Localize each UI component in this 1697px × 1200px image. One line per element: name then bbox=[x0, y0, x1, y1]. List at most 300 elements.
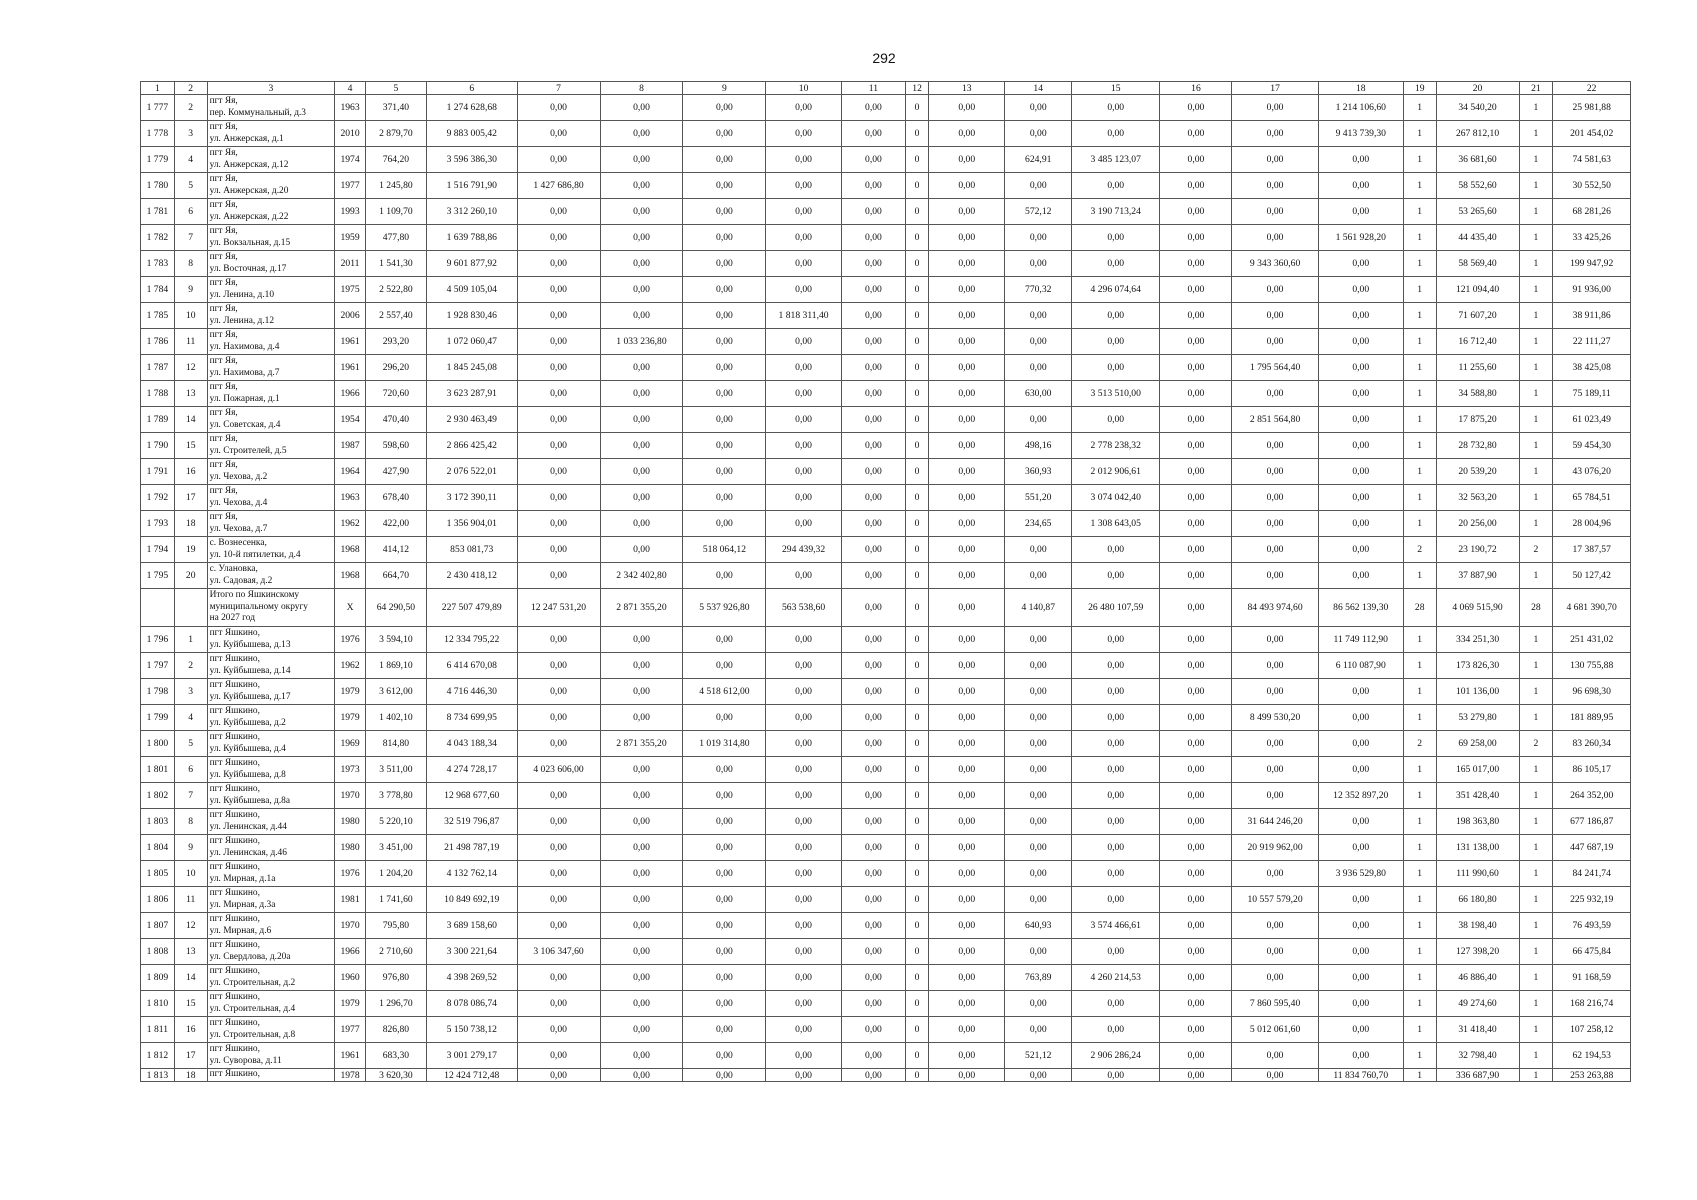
cell-col-14: 521,12 bbox=[1005, 1043, 1072, 1069]
address-line: ул. Чехова, д.7 bbox=[209, 523, 268, 534]
cell-col-17: 84 493 974,60 bbox=[1232, 589, 1318, 627]
cell-col-20: 336 687,90 bbox=[1436, 1069, 1519, 1082]
cell-col-16: 0,00 bbox=[1160, 381, 1232, 407]
cell-col-12: 0 bbox=[906, 225, 929, 251]
cell-col-20: 49 274,60 bbox=[1436, 991, 1519, 1017]
address-cell bbox=[207, 679, 335, 705]
cell-col-22: 447 687,19 bbox=[1553, 835, 1631, 861]
address-line: ул. Вокзальная, д.15 bbox=[209, 237, 291, 248]
column-header-21: 21 bbox=[1519, 82, 1553, 95]
cell-col-4: 1970 bbox=[335, 913, 366, 939]
cell-col-10: 0,00 bbox=[766, 1069, 841, 1082]
cell-col-9: 0,00 bbox=[683, 329, 766, 355]
cell-col-11: 0,00 bbox=[841, 861, 905, 887]
address-line: пгт Яшкино, bbox=[209, 654, 260, 664]
cell-col-13: 0,00 bbox=[929, 537, 1005, 563]
cell-col-5: 414,12 bbox=[365, 537, 426, 563]
cell-col-22: 181 889,95 bbox=[1553, 705, 1631, 731]
address-line: ул. Куйбышева, д.8а bbox=[209, 795, 291, 806]
cell-col-4: 1978 bbox=[335, 1069, 366, 1082]
cell-col-16: 0,00 bbox=[1160, 459, 1232, 485]
cell-col-11: 0,00 bbox=[841, 1017, 905, 1043]
cell-col-20: 173 826,30 bbox=[1436, 653, 1519, 679]
address-line: пгт Яшкино, bbox=[209, 732, 260, 742]
cell-col-2: 20 bbox=[174, 563, 207, 589]
cell-col-8: 0,00 bbox=[600, 251, 683, 277]
cell-col-21: 2 bbox=[1519, 537, 1553, 563]
cell-col-14: 0,00 bbox=[1005, 887, 1072, 913]
cell-col-1: 1 777 bbox=[141, 95, 175, 121]
table-row bbox=[141, 783, 1631, 809]
table-row bbox=[141, 913, 1631, 939]
cell-col-15: 0,00 bbox=[1072, 355, 1160, 381]
cell-col-9: 518 064,12 bbox=[683, 537, 766, 563]
cell-col-13: 0,00 bbox=[929, 705, 1005, 731]
cell-col-12: 0 bbox=[906, 355, 929, 381]
cell-col-11: 0,00 bbox=[841, 679, 905, 705]
cell-col-13: 0,00 bbox=[929, 147, 1005, 173]
cell-col-5: 1 741,60 bbox=[365, 887, 426, 913]
cell-col-20: 38 198,40 bbox=[1436, 913, 1519, 939]
cell-col-6: 3 596 386,30 bbox=[426, 147, 517, 173]
cell-col-15: 0,00 bbox=[1072, 121, 1160, 147]
cell-col-12: 0 bbox=[906, 589, 929, 627]
cell-col-13: 0,00 bbox=[929, 1017, 1005, 1043]
cell-col-9: 0,00 bbox=[683, 783, 766, 809]
cell-col-12: 0 bbox=[906, 861, 929, 887]
cell-col-6: 3 623 287,91 bbox=[426, 381, 517, 407]
table-row bbox=[141, 485, 1631, 511]
cell-col-21: 1 bbox=[1519, 251, 1553, 277]
cell-col-22: 59 454,30 bbox=[1553, 433, 1631, 459]
cell-col-21: 1 bbox=[1519, 563, 1553, 589]
cell-col-10: 0,00 bbox=[766, 147, 841, 173]
cell-col-1: 1 797 bbox=[141, 653, 175, 679]
address-line: пгт Яя, bbox=[209, 148, 238, 158]
cell-col-2: 17 bbox=[174, 1043, 207, 1069]
cell-col-21: 1 bbox=[1519, 1043, 1553, 1069]
cell-col-21: 1 bbox=[1519, 355, 1553, 381]
cell-col-18: 0,00 bbox=[1318, 991, 1403, 1017]
cell-col-4: 1980 bbox=[335, 809, 366, 835]
cell-col-1: 1 796 bbox=[141, 627, 175, 653]
cell-col-7: 0,00 bbox=[517, 705, 600, 731]
cell-col-13: 0,00 bbox=[929, 1069, 1005, 1082]
cell-col-9: 0,00 bbox=[683, 835, 766, 861]
cell-col-1: 1 791 bbox=[141, 459, 175, 485]
cell-col-14: 0,00 bbox=[1005, 991, 1072, 1017]
cell-col-20: 66 180,80 bbox=[1436, 887, 1519, 913]
address-cell bbox=[207, 433, 335, 459]
cell-col-11: 0,00 bbox=[841, 809, 905, 835]
cell-col-16: 0,00 bbox=[1160, 913, 1232, 939]
cell-col-2: 10 bbox=[174, 303, 207, 329]
address-line: ул. Куйбышева, д.8 bbox=[209, 769, 286, 780]
cell-col-20: 198 363,80 bbox=[1436, 809, 1519, 835]
address-line: пгт Яшкино, bbox=[209, 1044, 260, 1054]
table-row bbox=[141, 563, 1631, 589]
cell-col-15: 0,00 bbox=[1072, 303, 1160, 329]
cell-col-16: 0,00 bbox=[1160, 303, 1232, 329]
cell-col-4: 1962 bbox=[335, 653, 366, 679]
cell-col-9: 0,00 bbox=[683, 303, 766, 329]
cell-col-9: 1 019 314,80 bbox=[683, 731, 766, 757]
cell-col-21: 1 bbox=[1519, 173, 1553, 199]
cell-col-12: 0 bbox=[906, 939, 929, 965]
cell-col-12: 0 bbox=[906, 459, 929, 485]
cell-col-9: 0,00 bbox=[683, 225, 766, 251]
cell-col-2: 8 bbox=[174, 809, 207, 835]
cell-col-13: 0,00 bbox=[929, 173, 1005, 199]
cell-col-6: 4 716 446,30 bbox=[426, 679, 517, 705]
cell-col-20: 127 398,20 bbox=[1436, 939, 1519, 965]
cell-col-7: 0,00 bbox=[517, 627, 600, 653]
cell-col-17: 0,00 bbox=[1232, 627, 1318, 653]
cell-col-5: 1 869,10 bbox=[365, 653, 426, 679]
table-row bbox=[141, 653, 1631, 679]
cell-col-19: 1 bbox=[1403, 757, 1436, 783]
cell-col-7: 0,00 bbox=[517, 381, 600, 407]
address-line: ул. Нахимова, д.7 bbox=[209, 367, 280, 378]
cell-col-20: 111 990,60 bbox=[1436, 861, 1519, 887]
address-line: ул. Строительная, д.8 bbox=[209, 1029, 296, 1040]
cell-col-15: 0,00 bbox=[1072, 809, 1160, 835]
cell-col-19: 1 bbox=[1403, 563, 1436, 589]
cell-col-21: 1 bbox=[1519, 705, 1553, 731]
cell-col-22: 33 425,26 bbox=[1553, 225, 1631, 251]
cell-col-20: 69 258,00 bbox=[1436, 731, 1519, 757]
cell-col-2: 16 bbox=[174, 1017, 207, 1043]
cell-col-18: 0,00 bbox=[1318, 757, 1403, 783]
cell-col-19: 1 bbox=[1403, 783, 1436, 809]
cell-col-9: 0,00 bbox=[683, 147, 766, 173]
address-line: пгт Яшкино, bbox=[209, 628, 260, 638]
cell-col-10: 0,00 bbox=[766, 511, 841, 537]
cell-col-5: 64 290,50 bbox=[365, 589, 426, 627]
cell-col-8: 0,00 bbox=[600, 965, 683, 991]
cell-col-16: 0,00 bbox=[1160, 537, 1232, 563]
cell-col-11: 0,00 bbox=[841, 1069, 905, 1082]
cell-col-19: 1 bbox=[1403, 121, 1436, 147]
cell-col-13: 0,00 bbox=[929, 511, 1005, 537]
address-line: ул. Куйбышева, д.2 bbox=[209, 717, 286, 728]
cell-col-20: 34 540,20 bbox=[1436, 95, 1519, 121]
cell-col-4: 1962 bbox=[335, 511, 366, 537]
address-cell bbox=[207, 627, 335, 653]
address-line: пгт Яшкино, bbox=[209, 940, 260, 950]
cell-col-19: 2 bbox=[1403, 537, 1436, 563]
cell-col-7: 0,00 bbox=[517, 121, 600, 147]
cell-col-7: 0,00 bbox=[517, 1069, 600, 1082]
table-row bbox=[141, 679, 1631, 705]
cell-col-21: 28 bbox=[1519, 589, 1553, 627]
cell-col-20: 53 265,60 bbox=[1436, 199, 1519, 225]
address-cell bbox=[207, 705, 335, 731]
cell-col-19: 1 bbox=[1403, 511, 1436, 537]
address-line: пгт Яя, bbox=[209, 434, 238, 444]
cell-col-19: 1 bbox=[1403, 1017, 1436, 1043]
cell-col-14: 0,00 bbox=[1005, 303, 1072, 329]
cell-col-5: 764,20 bbox=[365, 147, 426, 173]
cell-col-11: 0,00 bbox=[841, 485, 905, 511]
cell-col-14: 630,00 bbox=[1005, 381, 1072, 407]
cell-col-8: 0,00 bbox=[600, 1017, 683, 1043]
cell-col-4: 1959 bbox=[335, 225, 366, 251]
cell-col-6: 21 498 787,19 bbox=[426, 835, 517, 861]
cell-col-4: 1968 bbox=[335, 537, 366, 563]
cell-col-5: 795,80 bbox=[365, 913, 426, 939]
address-cell bbox=[207, 809, 335, 835]
address-line: пгт Яя, bbox=[209, 174, 238, 184]
column-header-15: 15 bbox=[1072, 82, 1160, 95]
address-cell bbox=[207, 887, 335, 913]
cell-col-18: 0,00 bbox=[1318, 485, 1403, 511]
address-cell bbox=[207, 95, 335, 121]
table-row bbox=[141, 939, 1631, 965]
cell-col-2: 7 bbox=[174, 225, 207, 251]
cell-col-10: 0,00 bbox=[766, 731, 841, 757]
cell-col-7: 0,00 bbox=[517, 537, 600, 563]
cell-col-7: 12 247 531,20 bbox=[517, 589, 600, 627]
cell-col-8: 0,00 bbox=[600, 355, 683, 381]
cell-col-6: 8 078 086,74 bbox=[426, 991, 517, 1017]
cell-col-14: 0,00 bbox=[1005, 861, 1072, 887]
cell-col-21: 1 bbox=[1519, 809, 1553, 835]
cell-col-14: 0,00 bbox=[1005, 731, 1072, 757]
cell-col-6: 12 968 677,60 bbox=[426, 783, 517, 809]
table-row bbox=[141, 965, 1631, 991]
cell-col-22: 76 493,59 bbox=[1553, 913, 1631, 939]
cell-col-13: 0,00 bbox=[929, 303, 1005, 329]
column-header-1: 1 bbox=[141, 82, 175, 95]
cell-col-16: 0,00 bbox=[1160, 433, 1232, 459]
address-line: пгт Яя, bbox=[209, 226, 238, 236]
cell-col-21: 1 bbox=[1519, 627, 1553, 653]
cell-col-14: 360,93 bbox=[1005, 459, 1072, 485]
cell-col-19: 28 bbox=[1403, 589, 1436, 627]
cell-col-19: 1 bbox=[1403, 433, 1436, 459]
address-line: на 2027 год bbox=[209, 613, 255, 624]
cell-col-11: 0,00 bbox=[841, 939, 905, 965]
cell-col-17: 0,00 bbox=[1232, 939, 1318, 965]
cell-col-1: 1 812 bbox=[141, 1043, 175, 1069]
table-row bbox=[141, 757, 1631, 783]
cell-col-16: 0,00 bbox=[1160, 809, 1232, 835]
address-line: пгт Яя, bbox=[209, 96, 238, 106]
cell-col-1: 1 778 bbox=[141, 121, 175, 147]
cell-col-14: 0,00 bbox=[1005, 225, 1072, 251]
table-row bbox=[141, 251, 1631, 277]
cell-col-2: 15 bbox=[174, 991, 207, 1017]
cell-col-22: 168 216,74 bbox=[1553, 991, 1631, 1017]
cell-col-8: 0,00 bbox=[600, 511, 683, 537]
address-cell bbox=[207, 225, 335, 251]
cell-col-6: 32 519 796,87 bbox=[426, 809, 517, 835]
cell-col-18: 0,00 bbox=[1318, 679, 1403, 705]
cell-col-17: 0,00 bbox=[1232, 1069, 1318, 1082]
cell-col-19: 1 bbox=[1403, 303, 1436, 329]
cell-col-21: 1 bbox=[1519, 913, 1553, 939]
cell-col-19: 1 bbox=[1403, 1069, 1436, 1082]
table-header bbox=[141, 82, 1631, 95]
cell-col-22: 30 552,50 bbox=[1553, 173, 1631, 199]
cell-col-10: 0,00 bbox=[766, 653, 841, 679]
cell-col-13: 0,00 bbox=[929, 485, 1005, 511]
cell-col-17: 0,00 bbox=[1232, 537, 1318, 563]
cell-col-14: 0,00 bbox=[1005, 835, 1072, 861]
cell-col-2: 11 bbox=[174, 887, 207, 913]
cell-col-18: 0,00 bbox=[1318, 939, 1403, 965]
address-line: пгт Яя, bbox=[209, 252, 238, 262]
cell-col-2: 18 bbox=[174, 511, 207, 537]
cell-col-2: 18 bbox=[174, 1069, 207, 1082]
cell-col-21: 1 bbox=[1519, 147, 1553, 173]
cell-col-11: 0,00 bbox=[841, 627, 905, 653]
cell-col-12: 0 bbox=[906, 1017, 929, 1043]
cell-col-10: 0,00 bbox=[766, 809, 841, 835]
address-line: пер. Коммунальный, д.3 bbox=[209, 107, 306, 118]
cell-col-22: 251 431,02 bbox=[1553, 627, 1631, 653]
cell-col-1: 1 809 bbox=[141, 965, 175, 991]
cell-col-12: 0 bbox=[906, 303, 929, 329]
cell-col-10: 0,00 bbox=[766, 459, 841, 485]
address-cell bbox=[207, 199, 335, 225]
cell-col-18: 0,00 bbox=[1318, 173, 1403, 199]
cell-col-13: 0,00 bbox=[929, 589, 1005, 627]
cell-col-13: 0,00 bbox=[929, 251, 1005, 277]
cell-col-18: 6 110 087,90 bbox=[1318, 653, 1403, 679]
cell-col-5: 678,40 bbox=[365, 485, 426, 511]
cell-col-19: 1 bbox=[1403, 835, 1436, 861]
cell-col-2: 11 bbox=[174, 329, 207, 355]
cell-col-13: 0,00 bbox=[929, 861, 1005, 887]
cell-col-13: 0,00 bbox=[929, 563, 1005, 589]
address-cell bbox=[207, 511, 335, 537]
address-line: пгт Яшкино, bbox=[209, 706, 260, 716]
cell-col-5: 3 451,00 bbox=[365, 835, 426, 861]
cell-col-4: 1979 bbox=[335, 679, 366, 705]
cell-col-13: 0,00 bbox=[929, 835, 1005, 861]
cell-col-16: 0,00 bbox=[1160, 511, 1232, 537]
cell-col-12: 0 bbox=[906, 251, 929, 277]
cell-col-5: 3 511,00 bbox=[365, 757, 426, 783]
cell-col-18: 0,00 bbox=[1318, 381, 1403, 407]
cell-col-12: 0 bbox=[906, 757, 929, 783]
address-line: ул. Строительная, д.4 bbox=[209, 1003, 296, 1014]
address-line: пгт Яшкино, bbox=[209, 1069, 260, 1080]
cell-col-9: 0,00 bbox=[683, 95, 766, 121]
address-line: ул. Мирная, д.1а bbox=[209, 873, 276, 884]
cell-col-11: 0,00 bbox=[841, 757, 905, 783]
cell-col-20: 17 875,20 bbox=[1436, 407, 1519, 433]
column-header-2: 2 bbox=[174, 82, 207, 95]
address-line: ул. Садовая, д.2 bbox=[209, 575, 273, 586]
address-line: пгт Яя, bbox=[209, 408, 238, 418]
cell-col-2: 9 bbox=[174, 835, 207, 861]
cell-col-19: 1 bbox=[1403, 329, 1436, 355]
cell-col-16: 0,00 bbox=[1160, 355, 1232, 381]
cell-col-10: 0,00 bbox=[766, 563, 841, 589]
cell-col-18: 1 561 928,20 bbox=[1318, 225, 1403, 251]
address-line: ул. Куйбышева, д.17 bbox=[209, 691, 291, 702]
cell-col-17: 0,00 bbox=[1232, 433, 1318, 459]
cell-col-5: 1 541,30 bbox=[365, 251, 426, 277]
cell-col-11: 0,00 bbox=[841, 537, 905, 563]
address-line: пгт Яя, bbox=[209, 330, 238, 340]
cell-col-8: 2 342 402,80 bbox=[600, 563, 683, 589]
cell-col-6: 3 300 221,64 bbox=[426, 939, 517, 965]
cell-col-12: 0 bbox=[906, 913, 929, 939]
cell-col-4: 1961 bbox=[335, 329, 366, 355]
cell-col-15: 0,00 bbox=[1072, 757, 1160, 783]
cell-col-6: 5 150 738,12 bbox=[426, 1017, 517, 1043]
cell-col-16: 0,00 bbox=[1160, 1069, 1232, 1082]
cell-col-2: 14 bbox=[174, 407, 207, 433]
cell-col-13: 0,00 bbox=[929, 991, 1005, 1017]
cell-col-5: 664,70 bbox=[365, 563, 426, 589]
address-line: ул. Ленина, д.10 bbox=[209, 289, 275, 300]
cell-col-21: 1 bbox=[1519, 485, 1553, 511]
address-line: ул. Анжерская, д.1 bbox=[209, 133, 284, 144]
cell-col-16: 0,00 bbox=[1160, 147, 1232, 173]
cell-col-5: 2 879,70 bbox=[365, 121, 426, 147]
cell-col-15: 0,00 bbox=[1072, 731, 1160, 757]
column-header-19: 19 bbox=[1403, 82, 1436, 95]
cell-col-6: 9 601 877,92 bbox=[426, 251, 517, 277]
address-cell bbox=[207, 757, 335, 783]
cell-col-18: 0,00 bbox=[1318, 407, 1403, 433]
cell-col-8: 0,00 bbox=[600, 277, 683, 303]
cell-col-16: 0,00 bbox=[1160, 407, 1232, 433]
cell-col-15: 0,00 bbox=[1072, 95, 1160, 121]
cell-col-1: 1 805 bbox=[141, 861, 175, 887]
cell-col-17: 0,00 bbox=[1232, 303, 1318, 329]
cell-col-9: 0,00 bbox=[683, 199, 766, 225]
cell-col-22: 225 932,19 bbox=[1553, 887, 1631, 913]
cell-col-17: 0,00 bbox=[1232, 731, 1318, 757]
cell-col-22: 199 947,92 bbox=[1553, 251, 1631, 277]
cell-col-5: 976,80 bbox=[365, 965, 426, 991]
address-cell bbox=[207, 173, 335, 199]
cell-col-5: 2 522,80 bbox=[365, 277, 426, 303]
cell-col-22: 130 755,88 bbox=[1553, 653, 1631, 679]
table-row bbox=[141, 1043, 1631, 1069]
cell-col-4: 1975 bbox=[335, 277, 366, 303]
table-row bbox=[141, 225, 1631, 251]
cell-col-6: 8 734 699,95 bbox=[426, 705, 517, 731]
cell-col-18: 86 562 139,30 bbox=[1318, 589, 1403, 627]
cell-col-17: 1 795 564,40 bbox=[1232, 355, 1318, 381]
cell-col-16: 0,00 bbox=[1160, 1017, 1232, 1043]
address-line: ул. Куйбышева, д.13 bbox=[209, 639, 291, 650]
cell-col-7: 0,00 bbox=[517, 95, 600, 121]
cell-col-19: 1 bbox=[1403, 1043, 1436, 1069]
cell-col-22: 17 387,57 bbox=[1553, 537, 1631, 563]
cell-col-15: 0,00 bbox=[1072, 329, 1160, 355]
cell-col-11: 0,00 bbox=[841, 653, 905, 679]
column-header-10: 10 bbox=[766, 82, 841, 95]
cell-col-5: 683,30 bbox=[365, 1043, 426, 1069]
cell-col-22: 22 111,27 bbox=[1553, 329, 1631, 355]
cell-col-4: 1961 bbox=[335, 1043, 366, 1069]
cell-col-15: 3 574 466,61 bbox=[1072, 913, 1160, 939]
cell-col-16: 0,00 bbox=[1160, 705, 1232, 731]
cell-col-5: 598,60 bbox=[365, 433, 426, 459]
cell-col-18: 0,00 bbox=[1318, 199, 1403, 225]
cell-col-2: 16 bbox=[174, 459, 207, 485]
cell-col-1: 1 785 bbox=[141, 303, 175, 329]
cell-col-21: 1 bbox=[1519, 887, 1553, 913]
